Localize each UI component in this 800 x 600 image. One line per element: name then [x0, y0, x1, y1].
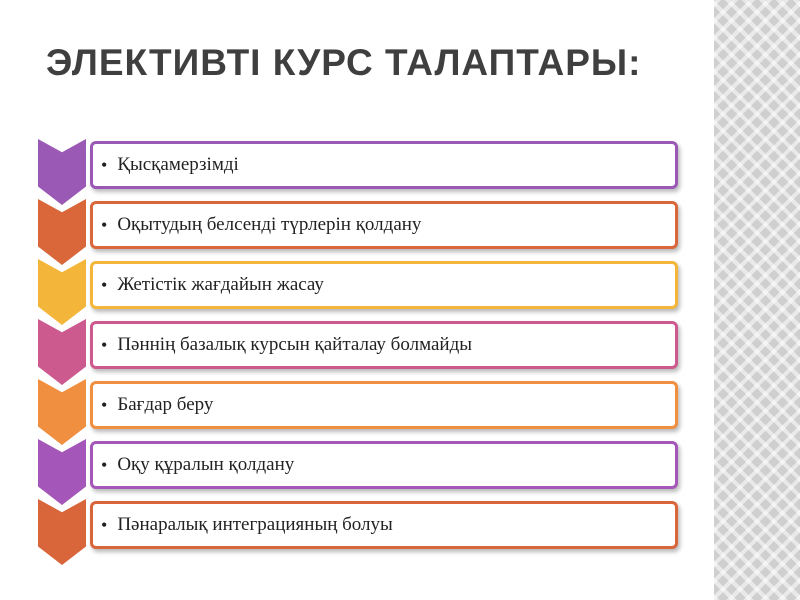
list-item — [34, 255, 694, 315]
item-box — [90, 441, 678, 489]
item-box — [90, 501, 678, 549]
item-label: Пәнаралық интеграцияның болуы — [117, 514, 393, 535]
item-box — [90, 381, 678, 429]
bullet-icon: • — [101, 334, 108, 355]
bullet-icon: • — [101, 274, 108, 295]
chevron-shape — [38, 499, 86, 565]
list-item — [34, 195, 694, 255]
bullet-icon: • — [101, 514, 108, 535]
requirements-diagram — [34, 135, 694, 555]
item-label: Оқу құралын қолдану — [117, 454, 295, 475]
item-label: Пәннің базалық курсын қайталау болмайды — [117, 334, 473, 355]
bullet-icon: • — [101, 154, 108, 175]
list-item — [34, 375, 694, 435]
item-box — [90, 201, 678, 249]
list-item — [34, 135, 694, 195]
list-item — [34, 435, 694, 495]
side-pattern-decoration — [714, 0, 800, 600]
bullet-icon: • — [101, 394, 108, 415]
list-item — [34, 315, 694, 375]
item-box — [90, 321, 678, 369]
bullet-icon: • — [101, 214, 108, 235]
item-label: Бағдар беру — [117, 394, 214, 415]
bullet-icon: • — [101, 454, 108, 475]
item-label: Қысқамерзімді — [117, 154, 239, 175]
item-box — [90, 141, 678, 189]
item-box — [90, 261, 678, 309]
list-item — [34, 495, 694, 555]
item-label: Оқытудың белсенді түрлерін қолдану — [117, 214, 422, 235]
item-label: Жетістік жағдайын жасау — [117, 274, 324, 295]
slide-title: ЭЛЕКТИВТІ КУРС ТАЛАПТАРЫ: — [46, 42, 642, 83]
